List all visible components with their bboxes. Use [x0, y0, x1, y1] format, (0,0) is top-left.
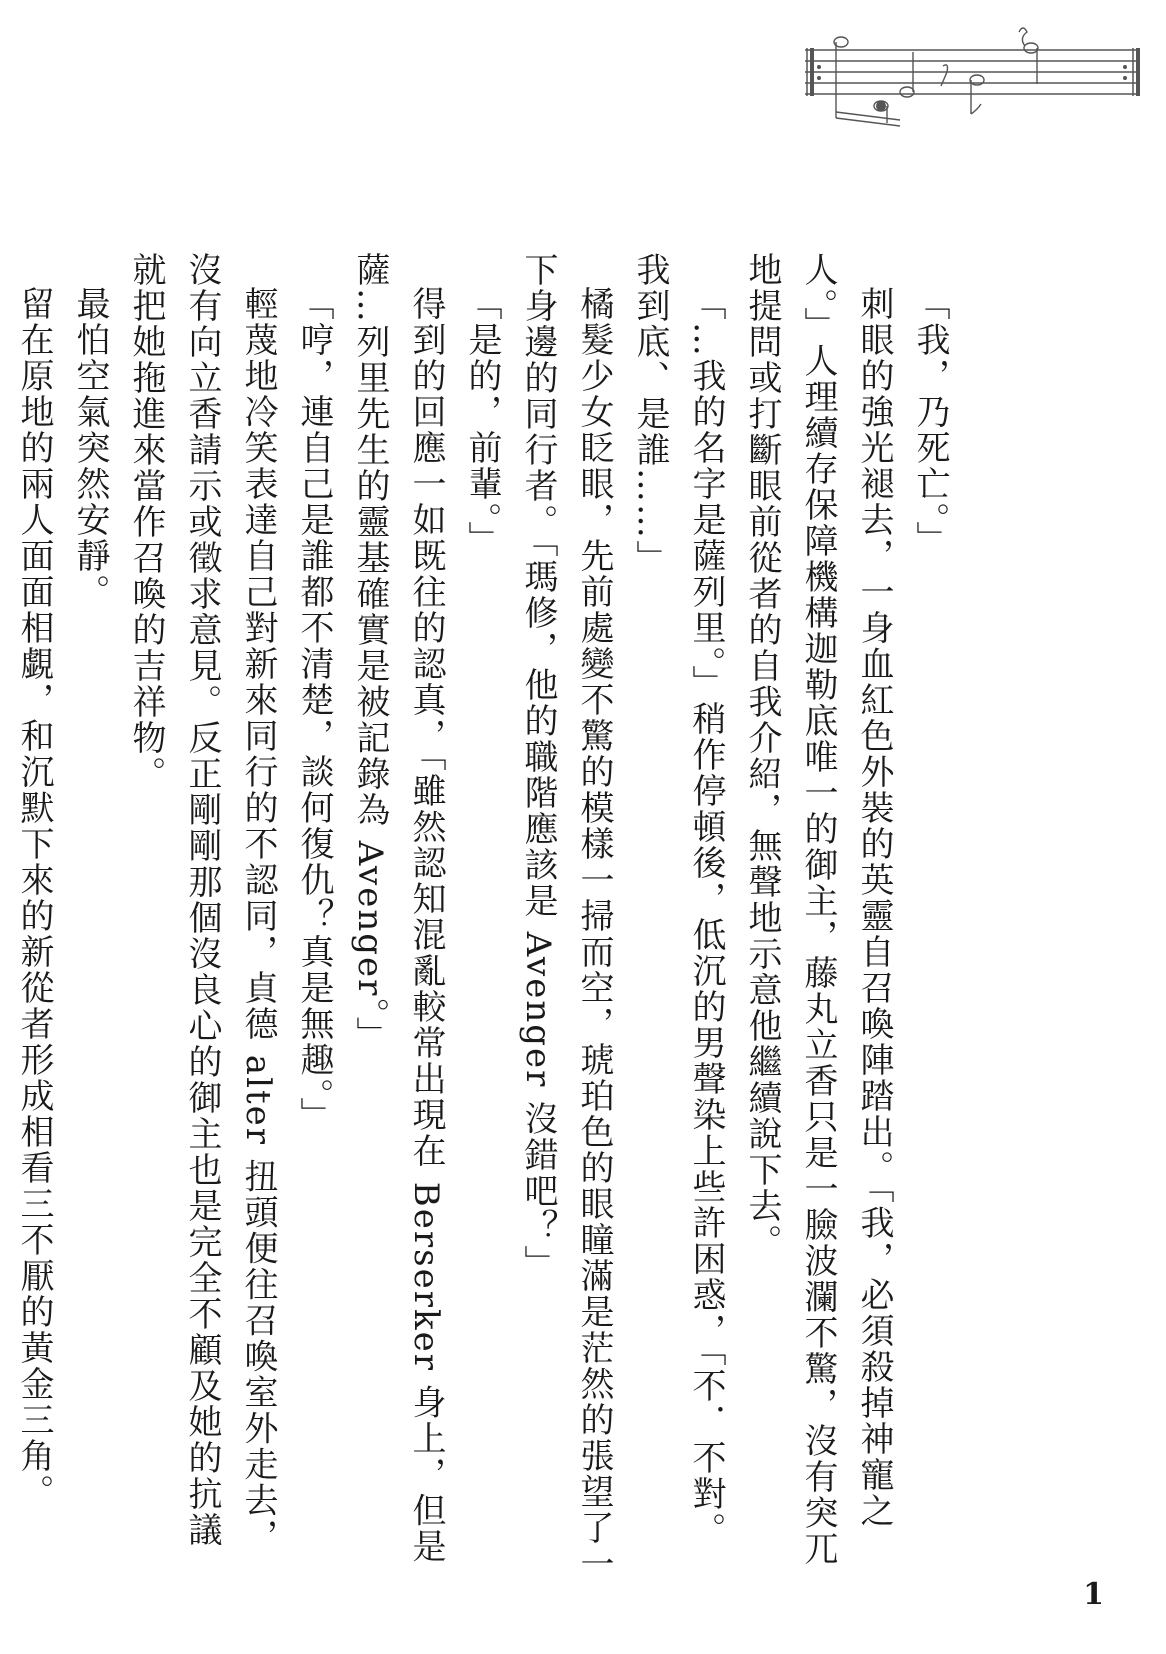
- paragraph: 留在原地的兩人面面相覷，和沉默下來的新從者形成相看三不厭的黃金三角。: [14, 286, 54, 1510]
- chapter-body: [6, 252, 958, 1582]
- paragraph: 最怕空氣突然安靜。: [70, 286, 110, 610]
- page-number: 1: [1083, 1577, 1104, 1612]
- paragraph: 「我，乃死亡。」: [910, 286, 950, 557]
- paragraph: 輕蔑地冷笑表達自己對新來同行的不認同，貞德 alter 扭頭便往召喚室外走去，沒有向立香請示或徵求意見。反正剛剛那個沒良心的御主也是完全不顧及她的抗議就把她拖進來當作召喚的吉祥物。: [126, 252, 278, 1555]
- paragraph: 「哼，連自己是誰都不清楚，談何復仇？真是無趣。」: [294, 286, 334, 1133]
- paragraph: 「是的，前輩。」: [462, 286, 502, 557]
- paragraph: 得到的回應一如既往的認真，「雖然認知混亂較常出現在 Berserker 身上，但是薩…列里先生的靈基確實是被記錄為 Avenger。」: [350, 252, 446, 1565]
- paragraph: 刺眼的強光褪去，一身血紅色外裝的英靈自召喚陣踏出。「我，必須殺掉神寵之人。」人理續存保障機構迦勒底唯一的御主，藤丸立香只是一臉波瀾不驚，沒有突兀地提問或打斷眼前從者的自我介紹，無聲地示意他繼續說下去。: [742, 252, 894, 1567]
- paragraph: 橘髮少女眨眼，先前處變不驚的模樣一掃而空，琥珀色的眼瞳滿是茫然的張望了一下身邊的同行者。「瑪修，他的職階應該是 Avenger 沒錯吧？」: [518, 252, 614, 1582]
- music-staff-icon: [805, 18, 1145, 138]
- paragraph: 「…我的名字是薩列里。」稍作停頓後，低沉的男聲染上些許困惑，「不．不對。我到底、是誰……」: [630, 252, 726, 1548]
